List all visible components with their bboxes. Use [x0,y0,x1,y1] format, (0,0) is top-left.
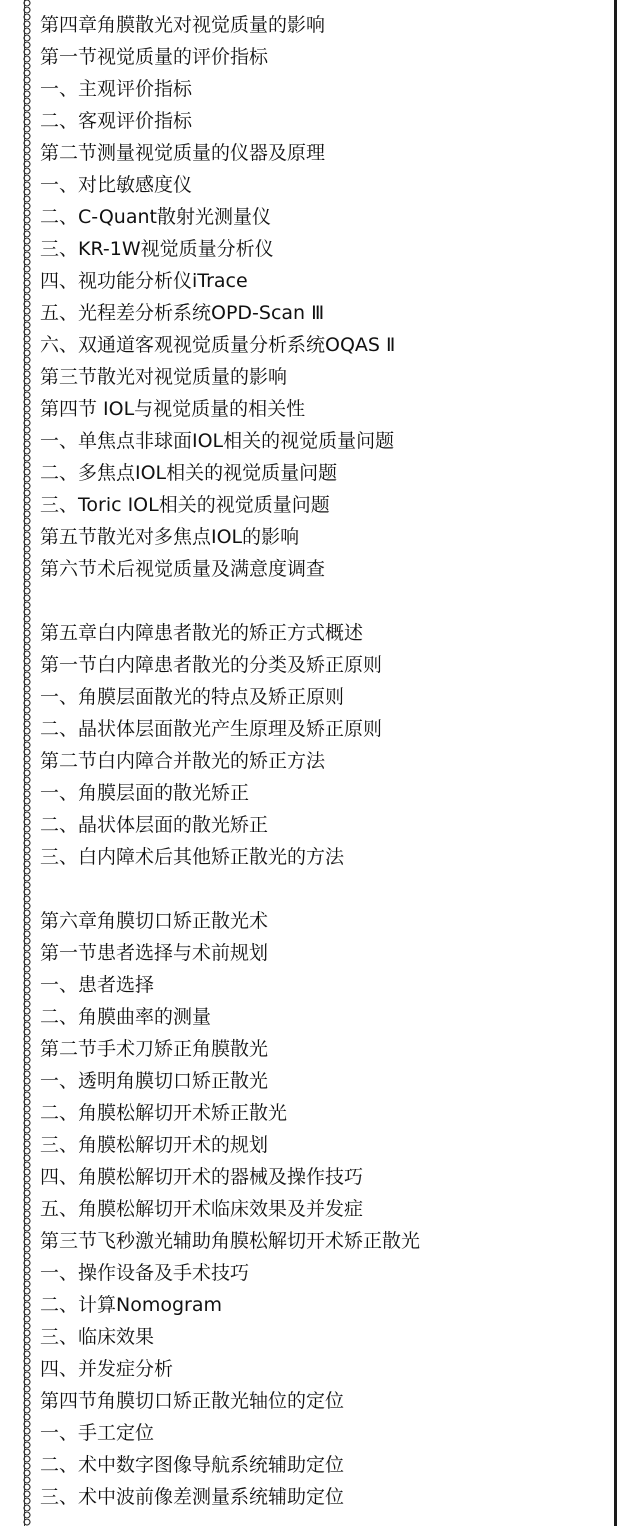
toc-line: 二、角膜曲率的测量 [40,1006,212,1028]
toc-line: 一、手工定位 [40,1422,155,1444]
toc-line: 二、术中数字图像导航系统辅助定位 [40,1454,345,1476]
toc-line: 三、白内障术后其他矫正散光的方法 [40,846,345,868]
toc-line: 四、角膜松解切开术的器械及操作技巧 [40,1166,364,1188]
toc-line: 一、单焦点非球面IOL相关的视觉质量问题 [40,430,395,452]
toc-line: 六、双通道客观视觉质量分析系统OQAS Ⅱ [40,334,396,356]
toc-line: 三、Toric IOL相关的视觉质量问题 [40,494,330,516]
toc-line: 一、患者选择 [40,974,155,996]
toc-blank-line [40,873,610,905]
toc-line: 第五章白内障患者散光的矫正方式概述 [40,622,364,644]
toc-line: 第五节散光对多焦点IOL的影响 [40,526,300,548]
toc-line: 一、对比敏感度仪 [40,174,193,196]
toc-line: 二、计算Nomogram [40,1294,222,1316]
toc-line: 二、角膜松解切开术矫正散光 [40,1102,288,1124]
toc-line: 第六节术后视觉质量及满意度调查 [40,558,326,580]
spiral-binding [18,0,36,1526]
toc-line: 第四节角膜切口矫正散光轴位的定位 [40,1390,345,1412]
toc-line: 四、视功能分析仪iTrace [40,270,248,292]
toc-line: 五、角膜松解切开术临床效果及并发症 [40,1198,364,1220]
toc-line: 第二节测量视觉质量的仪器及原理 [40,142,326,164]
toc-line: 一、角膜层面的散光矫正 [40,782,250,804]
toc-line: 第四章角膜散光对视觉质量的影响 [40,14,326,36]
toc-line: 第二节手术刀矫正角膜散光 [40,1038,269,1060]
toc-line: 一、透明角膜切口矫正散光 [40,1070,269,1092]
toc-line: 二、晶状体层面散光产生原理及矫正原则 [40,718,383,740]
toc-line: 第一节白内障患者散光的分类及矫正原则 [40,654,383,676]
toc-line: 三、角膜松解切开术的规划 [40,1134,269,1156]
toc-line: 第四节 IOL与视觉质量的相关性 [40,398,306,420]
toc-line: 第三节散光对视觉质量的影响 [40,366,288,388]
toc-line: 第三节飞秒激光辅助角膜松解切开术矫正散光 [40,1230,421,1252]
toc-line: 第一节视觉质量的评价指标 [40,46,269,68]
page-right-border [614,0,617,1526]
toc-line: 一、角膜层面散光的特点及矫正原则 [40,686,345,708]
toc-line: 一、主观评价指标 [40,78,193,100]
toc-line: 二、晶状体层面的散光矫正 [40,814,269,836]
toc-line: 二、C-Quant散射光测量仪 [40,206,271,228]
table-of-contents [40,9,610,1513]
toc-line: 第一节患者选择与术前规划 [40,942,269,964]
toc-line: 四、并发症分析 [40,1358,174,1380]
toc-line: 三、临床效果 [40,1326,155,1348]
toc-line: 三、KR-1W视觉质量分析仪 [40,238,274,260]
toc-blank-line [40,585,610,617]
toc-line: 三、术中波前像差测量系统辅助定位 [40,1486,345,1508]
toc-line: 一、操作设备及手术技巧 [40,1262,250,1284]
toc-line: 五、光程差分析系统OPD-Scan Ⅲ [40,302,325,324]
toc-line: 第六章角膜切口矫正散光术 [40,910,269,932]
toc-line: 二、多焦点IOL相关的视觉质量问题 [40,462,338,484]
toc-line: 第二节白内障合并散光的矫正方法 [40,750,326,772]
toc-line: 二、客观评价指标 [40,110,193,132]
